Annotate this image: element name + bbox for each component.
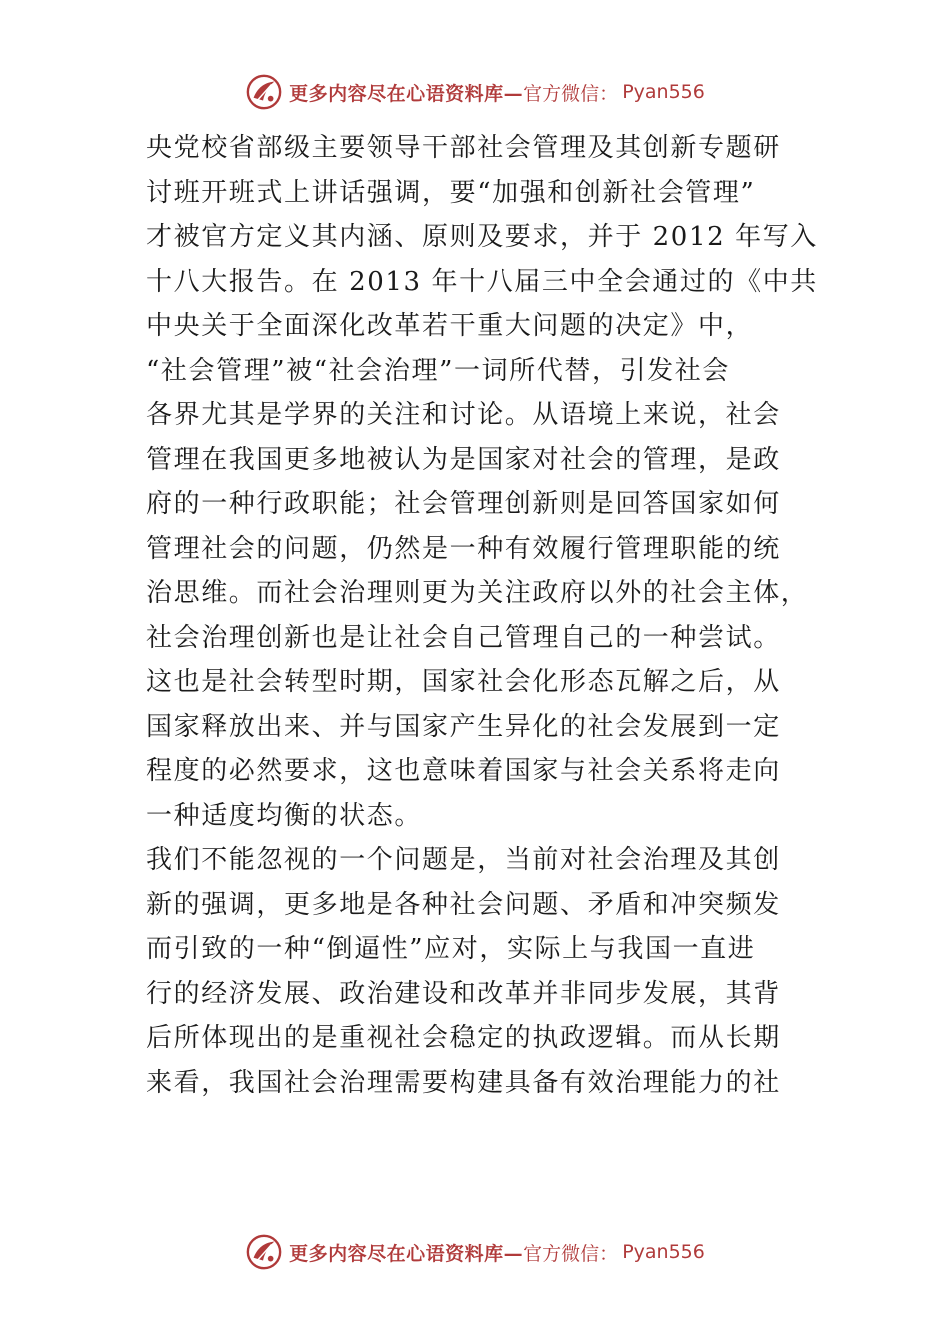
banner-main-text: 更多内容尽在心语资料库— bbox=[289, 1242, 524, 1265]
text-line: “社会管理”被“社会治理”一词所代替，引发社会 bbox=[146, 355, 730, 386]
text-line: 各界尤其是学界的关注和讨论。从语境上来说，社会 bbox=[146, 400, 781, 430]
logo-icon bbox=[245, 73, 283, 111]
banner-wechat-label: 官方微信： bbox=[523, 82, 619, 105]
text-line: 后所体现出的是重视社会稳定的执政逻辑。而从长期 bbox=[146, 1023, 781, 1053]
text-line: 这也是社会转型时期，国家社会化形态瓦解之后，从 bbox=[146, 667, 781, 697]
footer-banner bbox=[0, 1230, 950, 1274]
text-line: 而引致的一种“倒逼性”应对，实际上与我国一直进 bbox=[146, 934, 756, 964]
header-banner bbox=[0, 70, 950, 114]
banner-main-text: 更多内容尽在心语资料库— bbox=[289, 82, 524, 105]
text-line: 治思维。而社会治理则更为关注政府以外的社会主体， bbox=[146, 578, 809, 608]
text-line: 我们不能忽视的一个问题是，当前对社会治理及其创 bbox=[146, 845, 781, 875]
banner-wechat-id: Pyan556 bbox=[622, 1241, 705, 1263]
text-line: 行的经济发展、政治建设和改革并非同步发展，其背 bbox=[146, 978, 781, 1009]
text-line: 一种适度均衡的状态。 bbox=[146, 800, 423, 831]
text-line: 才被官方定义其内涵、原则及要求，并于 2012 年写入 bbox=[146, 222, 818, 252]
text-line: 央党校省部级主要领导干部社会管理及其创新专题研 bbox=[146, 133, 781, 163]
logo-icon bbox=[245, 1233, 283, 1271]
text-line: 中央关于全面深化改革若干重大问题的决定》中， bbox=[146, 311, 754, 341]
text-line: 讨班开班式上讲话强调，要“加强和创新社会管理” bbox=[146, 177, 756, 208]
text-line: 管理在我国更多地被认为是国家对社会的管理，是政 bbox=[146, 444, 781, 475]
banner-wechat-id: Pyan556 bbox=[622, 81, 705, 103]
text-line: 来看，我国社会治理需要构建具备有效治理能力的社 bbox=[146, 1067, 781, 1098]
text-line: 十八大报告。在 2013 年十八届三中全会通过的《中共 bbox=[146, 266, 818, 297]
text-line: 新的强调，更多地是各种社会问题、矛盾和冲突频发 bbox=[146, 889, 781, 920]
banner-wechat-label: 官方微信： bbox=[523, 1242, 619, 1265]
text-line: 程度的必然要求，这也意味着国家与社会关系将走向 bbox=[146, 756, 781, 786]
text-line: 国家释放出来、并与国家产生异化的社会发展到一定 bbox=[146, 711, 781, 742]
text-line: 社会治理创新也是让社会自己管理自己的一种尝试。 bbox=[146, 622, 781, 653]
body-text bbox=[146, 126, 818, 1105]
text-line: 府的一种行政职能；社会管理创新则是回答国家如何 bbox=[146, 489, 781, 519]
text-line: 管理社会的问题，仍然是一种有效履行管理职能的统 bbox=[146, 533, 781, 564]
